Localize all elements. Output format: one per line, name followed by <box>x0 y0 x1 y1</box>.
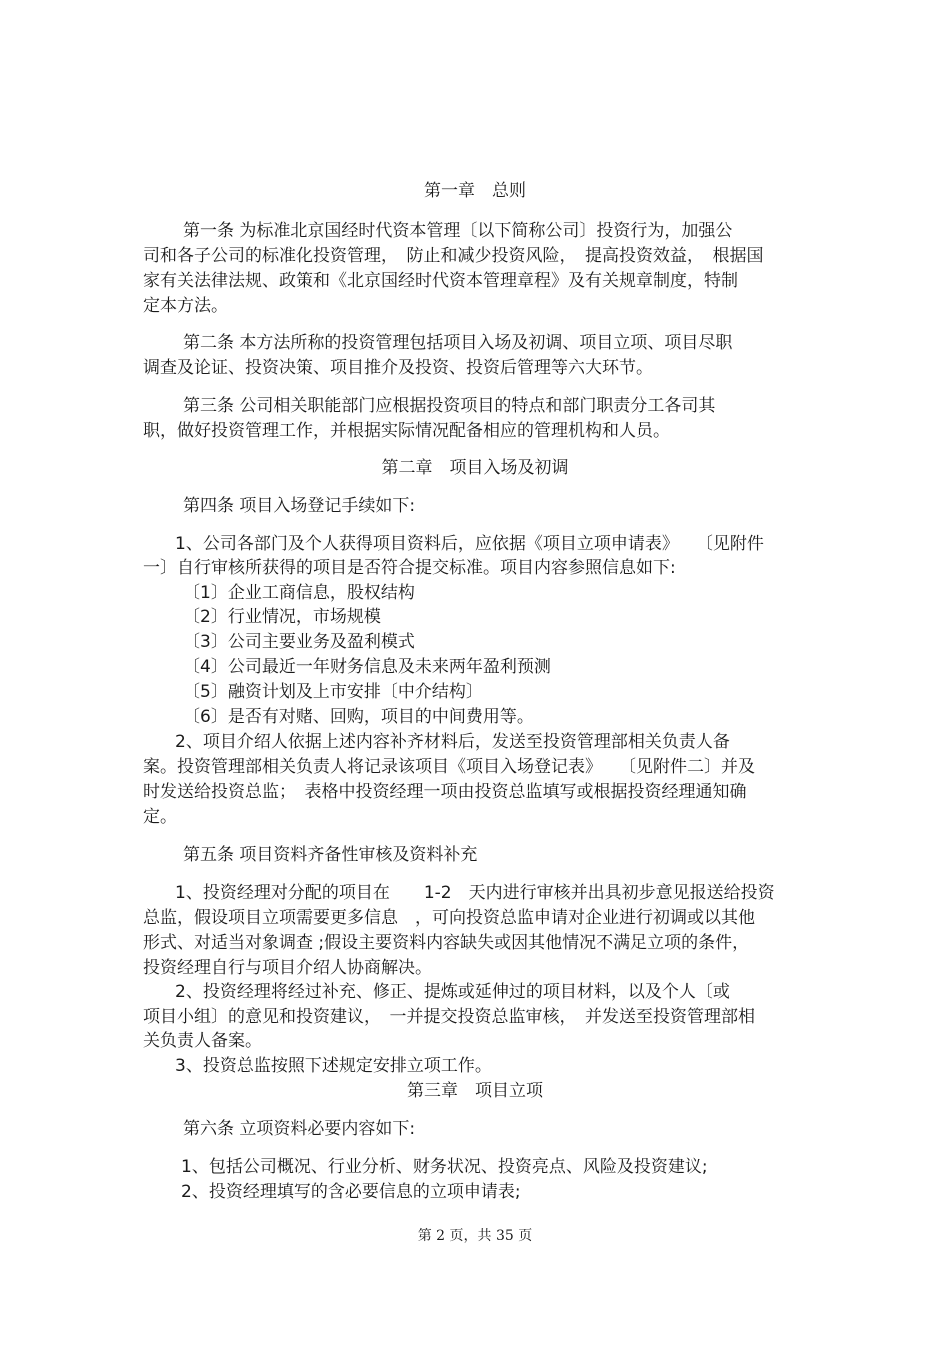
list-item: 〔2〕行业情况，市场规模 <box>183 607 381 627</box>
article-1-line: 第一条 为标准北京国经时代资本管理〔以下简称公司〕投资行为，加强公 <box>183 221 733 241</box>
article-2-line: 调查及论证、投资决策、项目推介及投资、投资后管理等六大环节。 <box>143 358 653 378</box>
article-1-line: 家有关法律法规、政策和《北京国经时代资本管理章程》及有关规章制度，特制 <box>143 271 738 291</box>
article-5-line: 形式、对适当对象调查 ;假设主要资料内容缺失或因其他情况不满足立项的条件， <box>143 933 750 953</box>
list-item: 〔5〕融资计划及上市安排〔中介结构〕 <box>183 682 483 702</box>
list-item: 2、投资经理填写的含必要信息的立项申请表; <box>181 1182 521 1202</box>
chapter-3-title: 第三章 项目立项 <box>407 1081 543 1101</box>
article-5-line: 投资经理自行与项目介绍人协商解决。 <box>143 958 432 978</box>
article-4-line: 一〕自行审核所获得的项目是否符合提交标准。项目内容参照信息如下: <box>143 558 676 578</box>
article-5-line: 关负责人备案。 <box>143 1031 262 1051</box>
article-4-line: 案。投资管理部相关负责人将记录该项目《项目入场登记表》 〔见附件二〕并及 <box>143 757 755 777</box>
article-1-line: 司和各子公司的标准化投资管理， 防止和减少投资风险， 提高投资效益， 根据国 <box>143 246 764 266</box>
list-item: 〔3〕公司主要业务及盈利模式 <box>183 632 415 652</box>
list-item: 〔4〕公司最近一年财务信息及未来两年盈利预测 <box>183 657 551 677</box>
article-1-line: 定本方法。 <box>143 296 228 316</box>
article-4-line: 时发送给投资总监； 表格中投资经理一项由投资总监填写或根据投资经理通知确 <box>143 782 747 802</box>
article-5-line: 2、投资经理将经过补充、修正、提炼或延伸过的项目材料，以及个人〔或 <box>175 982 730 1002</box>
list-item: 〔6〕是否有对赌、回购，项目的中间费用等。 <box>183 707 534 727</box>
list-item: 1、包括公司概况、行业分析、财务状况、投资亮点、风险及投资建议; <box>181 1157 708 1177</box>
article-5-line: 1、投资经理对分配的项目在 1-2 天内进行审核并出具初步意见报送给投资 <box>175 883 775 903</box>
article-3-line: 职，做好投资管理工作，并根据实际情况配备相应的管理机构和人员。 <box>143 421 670 441</box>
chapter-2-title: 第二章 项目入场及初调 <box>381 458 569 478</box>
page-number: 第 2 页，共 35 页 <box>417 1228 533 1244</box>
article-3-line: 第三条 公司相关职能部门应根据投资项目的特点和部门职责分工各司其 <box>183 396 716 416</box>
article-5-line: 总监，假设项目立项需要更多信息 ，可向投资总监申请对企业进行初调或以其他 <box>143 908 755 928</box>
chapter-1-title: 第一章 总则 <box>424 181 526 201</box>
article-5-title: 第五条 项目资料齐备性审核及资料补充 <box>183 845 478 865</box>
list-item: 〔1〕企业工商信息，股权结构 <box>183 583 415 603</box>
article-2-line: 第二条 本方法所称的投资管理包括项目入场及初调、项目立项、项目尽职 <box>183 333 733 353</box>
article-5-line: 3、投资总监按照下述规定安排立项工作。 <box>175 1056 492 1076</box>
article-4-line: 1、公司各部门及个人获得项目资料后，应依据《项目立项申请表》 〔见附件 <box>175 534 764 554</box>
article-4-line: 定。 <box>143 807 177 827</box>
article-4-line: 2、项目介绍人依据上述内容补齐材料后，发送至投资管理部相关负责人备 <box>175 732 730 752</box>
article-4-title: 第四条 项目入场登记手续如下: <box>183 496 416 516</box>
article-5-line: 项目小组〕的意见和投资建议， 一并提交投资总监审核， 并发送至投资管理部相 <box>143 1007 755 1027</box>
article-6-title: 第六条 立项资料必要内容如下: <box>183 1119 416 1139</box>
